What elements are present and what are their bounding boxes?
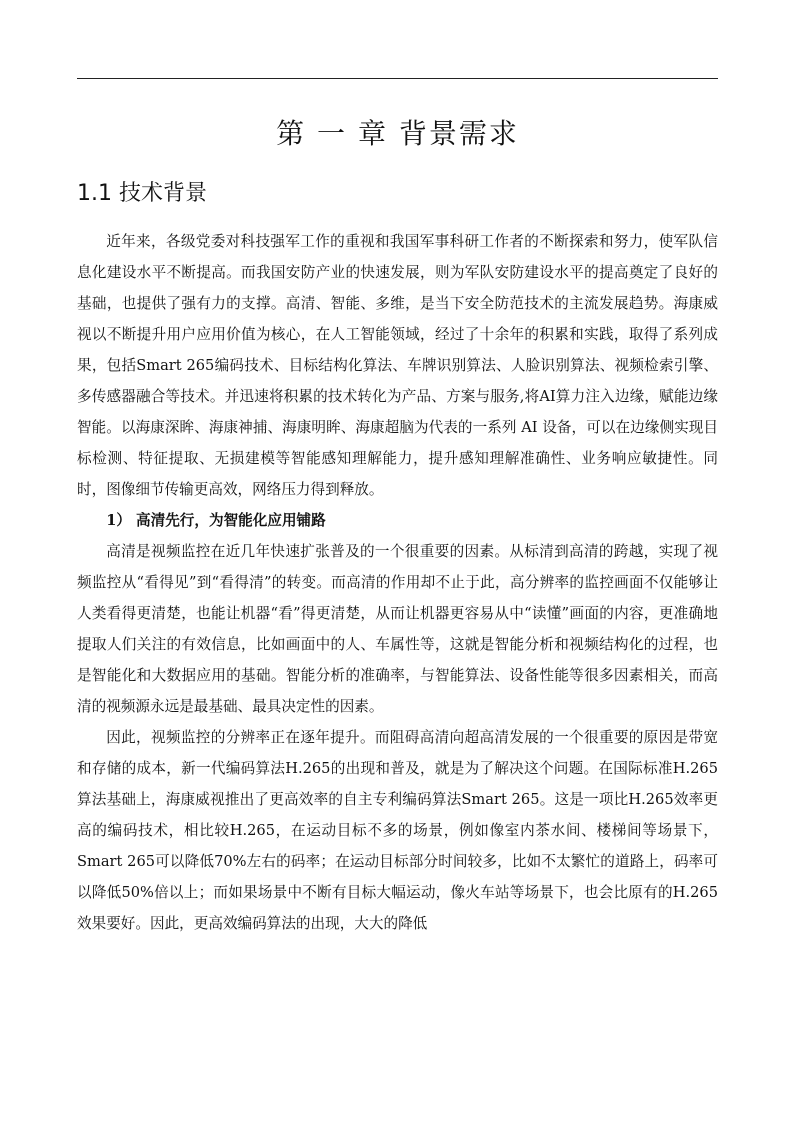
paragraph-intro: 近年来，各级党委对科技强军工作的重视和我国军事科研工作者的不断探索和努力，使军队信息化建设水平不断提高。而我国安防产业的快速发展，则为军队安防建设水平的提高奠定了良好的基础，也提供了强有力的支撑。高清、智能、多维，是当下安全防范技术的主流发展趋势。海康威视以不断提升用户应用价值为核心，在人工智能领域，经过了十余年的积累和实践，取得了系列成果，包括Smart 265编码技术、目标结构化算法、车牌识别算法、人脸识别算法、视频检索引擎、多传感器融合等技术。并迅速将积累的技术转化为产品、方案与服务,将AI算力注入边缘，赋能边缘智能。以海康深眸、海康神捕、海康明眸、海康超脑为代表的一系列 AI 设备，可以在边缘侧实现目标检测、特征提取、无损建模等智能感知理解能力，提升感知理解准确性、业务响应敏捷性。同时，图像细节传输更高效，网络压力得到释放。 [77,233,718,498]
section-title: 1.1 技术背景 [77,181,207,206]
paragraph-hd-importance: 高清是视频监控在近几年快速扩张普及的一个很重要的因素。从标清到高清的跨越，实现了视频监控从“看得见”到“看得清”的转变。而高清的作用却不止于此，高分辨率的监控画面不仅能够让人类看得更清楚，也能让机器“看”得更清楚，从而让机器更容易从中“读懂”画面的内容，更准确地提取人们关注的有效信息，比如画面中的人、车属性等，这就是智能分析和视频结构化的过程，也是智能化和大数据应用的基础。智能分析的准确率，与智能算法、设备性能等很多因素相关，而高清的视频源永远是最基础、最具决定性的因素。 [77,543,718,715]
subheading-hd-first: 1） 高清先行，为智能化应用铺路 [106,512,326,529]
paragraph-encoding: 因此，视频监控的分辨率正在逐年提升。而阻碍高清向超高清发展的一个很重要的原因是带宽和存储的成本，新一代编码算法H.265的出现和普及，就是为了解决这个问题。在国际标准H.265算法基础上，海康威视推出了更高效率的自主专利编码算法Smart 265。这是一项比H.265效率更高的编码技术，相比较H.265，在运动目标不多的场景，例如像室内茶水间、楼梯间等场景下，Smart 265可以降低70%左右的码率；在运动目标部分时间较多，比如不太繁忙的道路上，码率可以降低50%倍以上；而如果场景中不断有目标大幅运动，像火车站等场景下，也会比原有的H.265效果要好。因此，更高效编码算法的出现，大大的降低 [77,729,718,932]
header-rule [77,78,718,79]
body-content [77,226,718,939]
chapter-title: 第 一 章 背景需求 [276,117,519,150]
